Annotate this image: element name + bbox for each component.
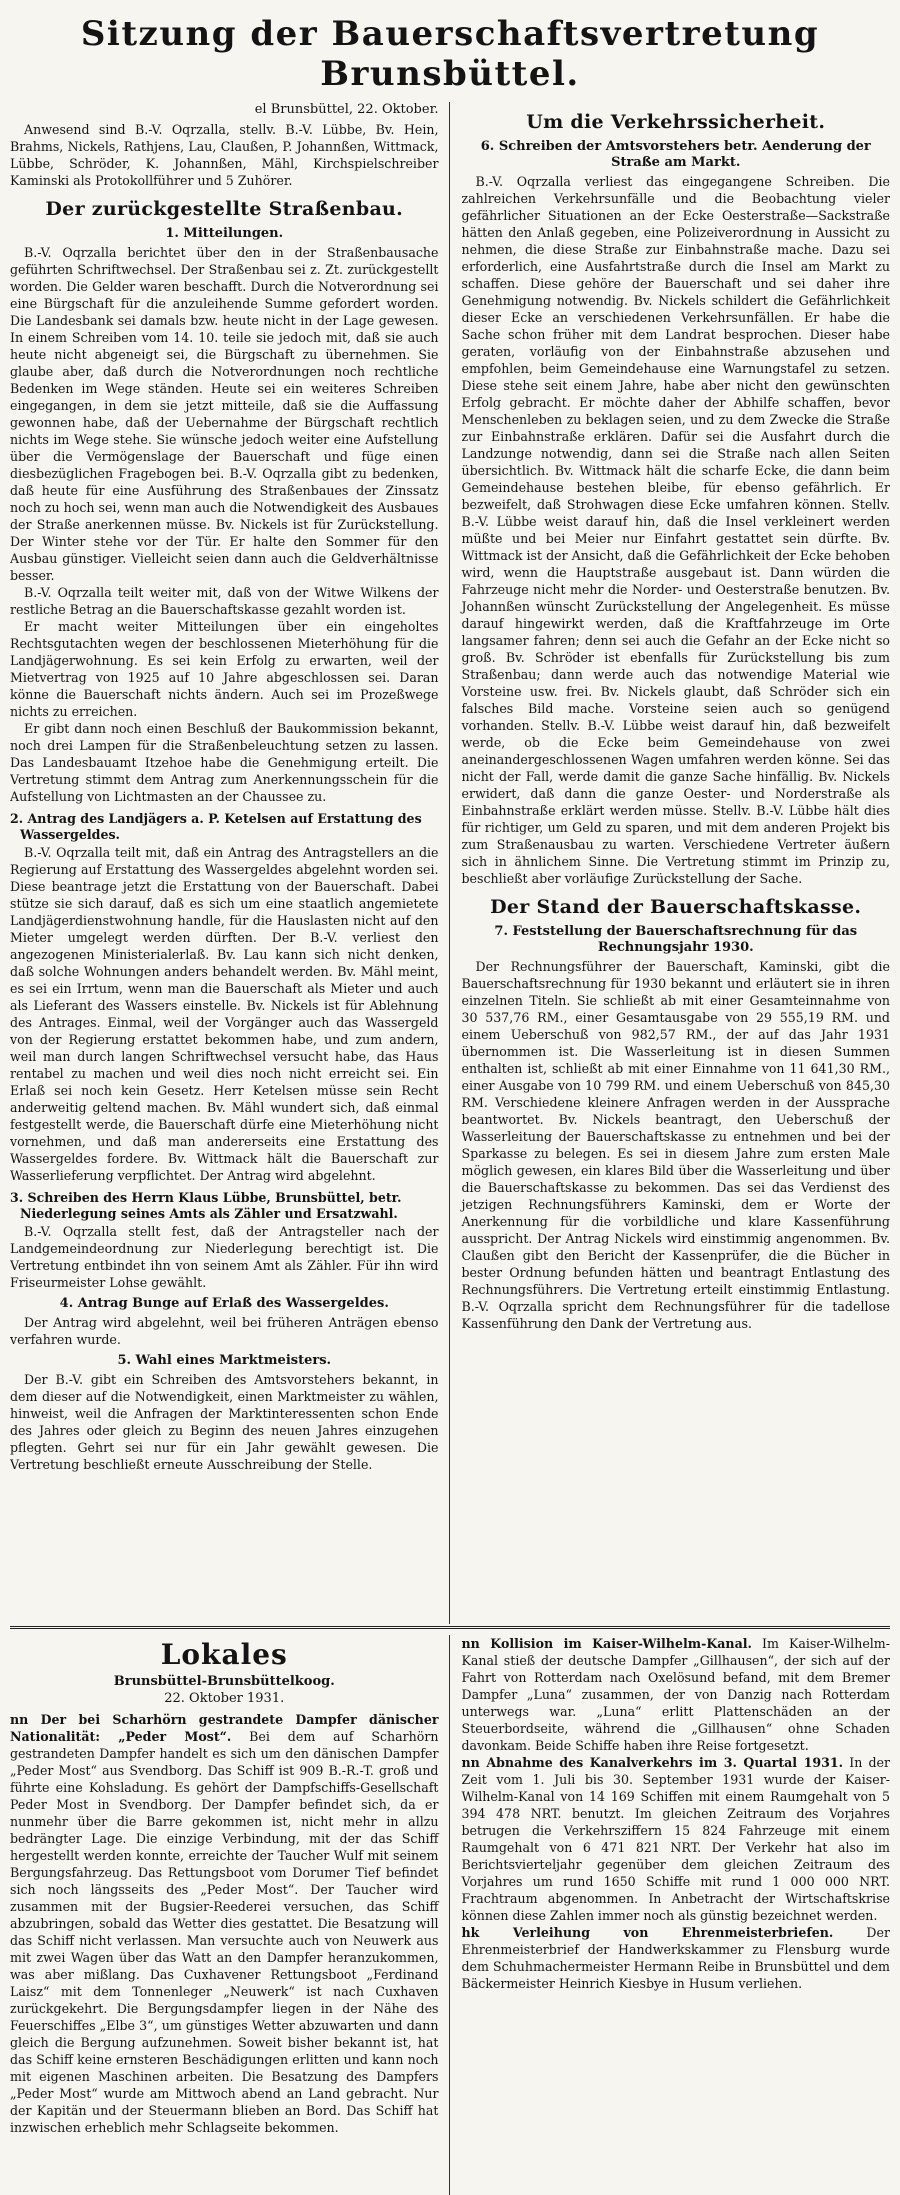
item-1-paragraph: Er gibt dann noch einen Beschluß der Baukommission bekannt, noch drei Lampen für die Straßenbeleuchtung setzen zu lassen. Das Landesbauamt Itzehoe habe die Genehmigung erteilt. Die Vertretung stimmt dem Antrag zum Anerkennungsschein für die Aufstellung von Lichtmasten an der Chaussee zu. bbox=[10, 721, 439, 804]
item-1-title: 1. Mitteilungen. bbox=[165, 226, 284, 241]
section-heading-strassenbau: Der zurückgestellte Straßenbau. bbox=[45, 198, 404, 220]
item-4-paragraph: Der Antrag wird abgelehnt, weil bei früheren Anträgen ebenso verfahren wurde. bbox=[10, 1315, 439, 1347]
news-body: Bei dem auf Scharhörn gestrandeten Dampfer handelt es sich um den dänischen Dampfer „Peder Most“ aus Svendborg. Das Schiff ist 909 B.-R.-T. groß und führte eine Kohsladung. Es gehört der Dampfschiffs-Gesellschaft Peder Most in Svendborg. Der Dampfer befindet sich, da er nunmehr über die Barre gekommen ist, nicht mehr in allzu bedrängter Lage. Die einzige Verbindung, mit der das Schiff hergestellt werden konnte, erreichte der Taucher Wulf mit seinem Bergungsfahrzeug. Das Rettungsboot vom Dorumer Tief befindet sich noch längsseits des „Peder Most“. Der Taucher wird zusammen mit der Bugsier-Reederei versuchen, das Schiff abzubringen, sobald das Wetter dies gestattet. Die Besatzung will das Schiff nicht verlassen. Man versuchte auch von Neuwerk aus mit zwei Wagen über das Watt an den Dampfer heranzukommen, was aber mißlang. Das Cuxhavener Rettungsboot „Ferdinand Laisz“ mit dem Tonnenleger „Neuwerk“ ist nach Cuxhaven zurückgekehrt. Die Bergungsdampfer liegen in der Nähe des Feuerschiffes „Elbe 3“, um günstiges Wetter abzuwarten und dann gleich die Bergung aufzunehmen. Soweit bisher bekannt ist, hat das Schiff keine ernsteren Beschädigungen erlitten und kann noch mit eigenen Maschinen arbeiten. Die Besatzung des Dampfers „Peder Most“ wurde am Mittwoch abend an Land gebracht. Nur der Kapitän und der Steuermann blieben an Bord. Das Schiff hat inzwischen erheblich mehr Schlagseite bekommen. bbox=[10, 1729, 439, 2135]
news-body: Der Ehrenmeisterbrief der Handwerkskammer zu Flensburg wurde dem Schuhmachermeister Hermann Reibe in Brunsbüttel und dem Bäckermeister Heinrich Kiesbye in Husum verliehen. bbox=[461, 1925, 890, 1991]
dateline: el Brunsbüttel, 22. Oktober. bbox=[254, 102, 439, 117]
item-2-title: 2. Antrag des Landjägers a. P. Ketelsen auf Erstattung des Wassergeldes. bbox=[10, 811, 422, 842]
item-3-title: 3. Schreiben des Herrn Klaus Lübbe, Brunsbüttel, betr. Niederlegung seines Amts als Zähler und Ersatzwahl. bbox=[10, 1190, 402, 1221]
item-2-paragraph: B.-V. Oqrzalla teilt mit, daß ein Antrag des Antragstellers an die Regierung auf Erstattung des Wassergeldes abgelehnt worden sei. Diese beantrage jetzt die Erstattung von der Bauerschaft. Dabei stütze sie sich darauf, daß es sich um eine staatlich angemietete Landjägerdienstwohnung handle, für die Hauslasten nicht auf den Mieter umgelegt werden dürften. Der B.-V. verliest den angezogenen Ministerialerlaß. Bv. Lau kann sich nicht denken, daß solche Wohnungen anders behandelt werden. Bv. Mähl meint, es sei ein Irrtum, wenn man die Bauerschaft als Mieter und auch als Lieferant des Wassers einstelle. Bv. Nickels ist für Ablehnung des Antrages. Einmal, weil der Vorgänger auch das Wassergeld von der Regierung erstattet bekommen habe, und zum andern, weil man durch langen Schriftwechsel versucht habe, das Haus rentabel zu machen und weil dies noch nicht erreicht sei. Ein Erlaß sei noch kein Gesetz. Herr Ketelsen müsse sein Recht anderweitig geltend machen. Bv. Mähl wundert sich, daß einmal festgestellt werde, die Bauerschaft dürfe eine Mieterhöhung nicht vornehmen, und daß man andererseits eine Erstattung des Wassergeldes fordere. Bv. Wittmack hält die Bauerschaft zur Wasserlieferung verpflichtet. Der Antrag wird abgelehnt. bbox=[10, 845, 439, 1183]
lokales-date: 22. Oktober 1931. bbox=[164, 1691, 285, 1706]
item-6-title: 6. Schreiben der Amtsvorstehers betr. Aenderung der Straße am Markt. bbox=[480, 139, 871, 170]
lokales-subhead: Brunsbüttel-Brunsbüttelkoog. bbox=[113, 1674, 335, 1689]
lokales-left-column bbox=[10, 1635, 450, 2195]
item-1-paragraph: B.-V. Oqrzalla berichtet über den in der Straßenbausache geführten Schriftwechsel. Der Straßenbau sei z. Zt. zurückgestellt worden. Die Gelder waren beschafft. Durch die Notverordnung sei eine Bürgschaft für die anzuleihende Summe gefordert worden. Die Landesbank sei damals bzw. heute nicht in der Lage gewesen. In einem Schreiben vom 14. 10. teile sie jedoch mit, daß sie auch heute nicht abgeneigt sei, die Bürgschaft zu übernehmen. Sie glaube aber, daß durch die Notverordnungen noch rechtliche Bedenken im Wege ständen. Heute sei ein weiteres Schreiben eingegangen, in dem sie jetzt mitteile, daß sie die Auffassung gewonnen habe, daß der Uebernahme der Bürgschaft rechtlich nichts im Wege stehe. Sie wünsche jedoch weiter eine Aufstellung über die Vermögenslage der Bauerschaft und füge einen diesbezüglichen Fragebogen bei. B.-V. Oqrzalla gibt zu bedenken, daß heute für eine Ausführung des Straßenbaues der Zinssatz noch zu hoch sei, wenn man auch die Notwendigkeit des Ausbaues der Straße anerkennen müsse. Bv. Nickels ist für Zurückstellung. Der Winter stehe vor der Tür. Er halte den Sommer für den Ausbau günstiger. Vielleicht seien dann auch die Geldverhältnisse besser. bbox=[10, 245, 439, 583]
section-heading-verkehrssicherheit: Um die Verkehrssicherheit. bbox=[526, 111, 826, 133]
item-5-paragraph: Der B.-V. gibt ein Schreiben des Amtsvorstehers bekannt, in dem dieser auf die Notwendigkeit, einen Marktmeister zu wählen, hinweist, weil die Anfragen der Marktinteressenten schon Ende des Jahres oder gleich zu Beginn des neuen Jahres einzugehen pflegten. Gehrt sei nur für ein Jahr gewählt gewesen. Die Vertretung beschließt erneute Ausschreibung der Stelle. bbox=[10, 1372, 439, 1472]
item-1-paragraph: Er macht weiter Mitteilungen über ein eingeholtes Rechtsgutachten wegen der beschlossenen Mieterhöhung für die Landjägerwohnung. Es sei kein Erfolg zu erwarten, weil der Mietvertrag von 1925 auf 10 Jahre abgeschlossen sei. Daran könne die Bauerschaft nichts ändern. Auch sei im Prozeßwege nichts zu erreichen. bbox=[10, 619, 439, 719]
item-7-paragraph: Der Rechnungsführer der Bauerschaft, Kaminski, gibt die Bauerschaftsrechnung für 1930 bekannt und erläutert sie in ihren einzelnen Titeln. Sie schließt ab mit einer Gesamteinnahme von 30 537,76 RM., einer Gesamtausgabe von 29 555,19 RM. und einem Ueberschuß von 982,57 RM., der auf das Jahr 1931 übernommen ist. Die Wasserleitung ist in diesen Summen enthalten ist, schließt ab mit einer Einnahme von 11 641,30 RM., einer Ausgabe von 10 799 RM. und einem Ueberschuß von 845,30 RM. Verschiedene kleinere Anfragen werden in der Aussprache beantwortet. Bv. Nickels beantragt, den Ueberschuß der Wasserleitung der Bauerschaftskasse zu entnehmen und bei der Sparkasse zu belegen. Es sei in diesem Jahre zum ersten Male möglich gewesen, ein klares Bild über die Wasserleitung und über die Bauerschaftskasse zu bekommen. Das sei das Verdienst des jetzigen Rechnungsführers Kaminski, dem er Worte der Anerkennung für die vorbildliche und klare Kassenführung ausspricht. Der Antrag Nickels wird einstimmig angenommen. Bv. Claußen gibt den Bericht der Kassenprüfer, die die Bücher in bester Ordnung befunden hätten und beantragt Entlastung des Rechnungsführers. Die Vertretung erteilt einstimmig Entlastung. B.-V. Oqrzalla spricht dem Rechnungsführer für die tadellose Kassenführung den Dank der Vertretung aus. bbox=[461, 959, 890, 1331]
item-7-title: 7. Feststellung der Bauerschaftsrechnung für das Rechnungsjahr 1930. bbox=[494, 924, 858, 955]
news-item-peder-most bbox=[10, 1711, 439, 2136]
item-5-title: 5. Wahl eines Marktmeisters. bbox=[117, 1353, 332, 1368]
news-item-kollision bbox=[462, 1635, 891, 1754]
left-column bbox=[10, 102, 450, 1624]
section-heading-bauerschaftskasse: Der Stand der Bauerschaftskasse. bbox=[490, 896, 862, 918]
lokales-heading: Lokales bbox=[160, 1638, 288, 1671]
news-body: Im Kaiser-Wilhelm-Kanal stieß der deutsche Dampfer „Gillhausen“, der sich auf der Fahrt von Rotterdam nach Oxelösund befand, mit dem Bremer Dampfer „Luna“ zusammen, der von Danzig nach Rotterdam unterwegs war. „Luna“ erlitt Plattenschäden an der Steuerbordseite, während die „Gillhausen“ ohne Schaden davonkam. Beide Schiffe haben ihre Reise fortgesetzt. bbox=[461, 1636, 890, 1753]
news-lead: nn Abnahme des Kanalverkehrs im 3. Quartal 1931. bbox=[461, 1755, 844, 1770]
item-1-paragraph: B.-V. Oqrzalla teilt weiter mit, daß von der Witwe Wilkens der restliche Betrag an die Bauerschaftskasse gezahlt worden ist. bbox=[10, 585, 439, 617]
item-4-title: 4. Antrag Bunge auf Erlaß des Wassergeldes. bbox=[59, 1296, 389, 1311]
section-divider bbox=[10, 1626, 890, 1629]
item-3-paragraph: B.-V. Oqrzalla stellt fest, daß der Antragsteller nach der Landgemeindeordnung zur Niederlegung berechtigt ist. Die Vertretung entbindet ihn von seinem Amt als Zähler. Für ihn wird Friseurmeister Lohse gewählt. bbox=[10, 1224, 439, 1290]
news-item-kanalverkehr bbox=[462, 1754, 891, 1924]
right-column bbox=[462, 102, 891, 1624]
news-lead: nn Der bei Scharhörn gestrandete Dampfer dänischer Nationalität: „Peder Most“. bbox=[10, 1712, 439, 1744]
lokales-right-column bbox=[462, 1635, 891, 2195]
news-lead: hk Verleihung von Ehrenmeisterbriefen. bbox=[461, 1925, 834, 1940]
masthead-title: Sitzung der Bauerschaftsvertretung Brunsbüttel. bbox=[80, 14, 820, 94]
news-lead: nn Kollision im Kaiser-Wilhelm-Kanal. bbox=[461, 1636, 752, 1651]
intro-paragraph: Anwesend sind B.-V. Oqrzalla, stellv. B.-V. Lübbe, Bv. Hein, Brahms, Nickels, Rathjens, Lau, Claußen, P. Johannßen, Wittmack, Lübbe, Schröder, K. Johannßen, Mähl, Kirchspielschreiber Kaminski als Protokollführer und 5 Zuhörer. bbox=[10, 122, 439, 188]
meeting-report bbox=[10, 102, 890, 1624]
news-item-ehrenmeister bbox=[462, 1924, 891, 1992]
news-body: In der Zeit vom 1. Juli bis 30. September 1931 wurde der Kaiser-Wilhelm-Kanal von 14 169 Schiffen mit einem Raumgehalt von 5 394 478 NRT. benutzt. Im gleichen Zeitraum des Vorjahres betrugen die Verkehrsziffern 15 824 Fahrzeuge mit einem Raumgehalt von 6 471 821 NRT. Der Verkehr hat also im Berichtsvierteljahr gegenüber dem gleichen Zeitraum des Vorjahres um rund 1650 Schiffe mit rund 1 000 000 NRT. Frachtraum abgenommen. In Anbetracht der Wirtschaftskrise können diese Zahlen immer noch als günstig bezeichnet werden. bbox=[461, 1755, 890, 1923]
lokales-section bbox=[10, 1635, 890, 2195]
item-6-paragraph: B.-V. Oqrzalla verliest das eingegangene Schreiben. Die zahlreichen Verkehrsunfälle und die Beobachtung vieler gefährlicher Situationen an der Ecke Oesterstraße—Sackstraße hätten den Anlaß gegeben, eine Polizeiverordnung in Aussicht zu nehmen, die diese Straße zur Einbahnstraße mache. Dazu sei erforderlich, eine Ausfahrtstraße durch die Insel am Markt zu schaffen. Diese gehöre der Bauerschaft und sei daher ihre Genehmigung notwendig. Bv. Nickels schildert die Gefährlichkeit dieser Ecke an verschiedenen Verkehrsunfällen. Er habe die Sache schon früher mit dem Landrat besprochen. Dieser habe geraten, vorläufig von der Einbahnstraße abzusehen und empfohlen, beim Gemeindehause eine Warnungstafel zu setzen. Diese stehe seit einem Jahre, habe aber nicht den gewünschten Erfolg gebracht. Er möchte daher der Abhilfe schaffen, bevor Menschenleben zu beklagen seien, und zu dem Zwecke die Straße zur Einbahnstraße erklären. Dafür sei die Ausfahrt durch die Landzunge notwendig, dann sei die Straße nach allen Seiten übersichtlich. Bv. Wittmack hält die scharfe Ecke, die dann beim Gemeindehause bestehen bleibe, für ebenso gefährlich. Er bezweifelt, daß Strohwagen diese Ecke umfahren können. Stellv. B.-V. Lübbe weist darauf hin, daß die Insel verkleinert werden müßte und bei Meier nur Einfahrt gestattet sein dürfte. Bv. Wittmack ist der Ansicht, daß die Gefährlichkeit der Ecke behoben wird, wenn die Hauptstraße ausgebaut ist. Dann würden die Fahrzeuge nicht mehr die Norder- und Oesterstraße benutzen. Bv. Johannßen wünscht Zurückstellung der Angelegenheit. Es müsse darauf hingewirkt werden, daß die Kraftfahrzeuge im Orte langsamer fahren; denn sei auch die Gefahr an der Ecke nicht so groß. Bv. Schröder ist ebenfalls für Zurückstellung bis zum Straßenbau; dann werde auch das notwendige Material wie Vorsteine usw. frei. Bv. Nickels glaubt, daß Schröder sich ein falsches Bild mache. Vorsteine seien auch so genügend vorhanden. Stellv. B.-V. Lübbe weist darauf hin, daß bezweifelt werde, ob die Ecke beim Gemeindehause von zwei aneinandergeschlossenen Wagen umfahren werden könne. Sei das nicht der Fall, werde damit die ganze Sache hinfällig. Bv. Nickels erwidert, daß dann die ganze Oester- und Norderstraße als Einbahnstraße erklärt werden müsse. Stellv. B.-V. Lübbe hält dies für richtiger, um Geld zu sparen, und mit dem anderen Projekt bis zum Straßenausbau zu warten. Verschiedene Vertreter äußern sich in ähnlichem Sinne. Die Vertretung stimmt im Prinzip zu, beschließt aber vorläufige Zurückstellung der Sache. bbox=[461, 174, 890, 886]
